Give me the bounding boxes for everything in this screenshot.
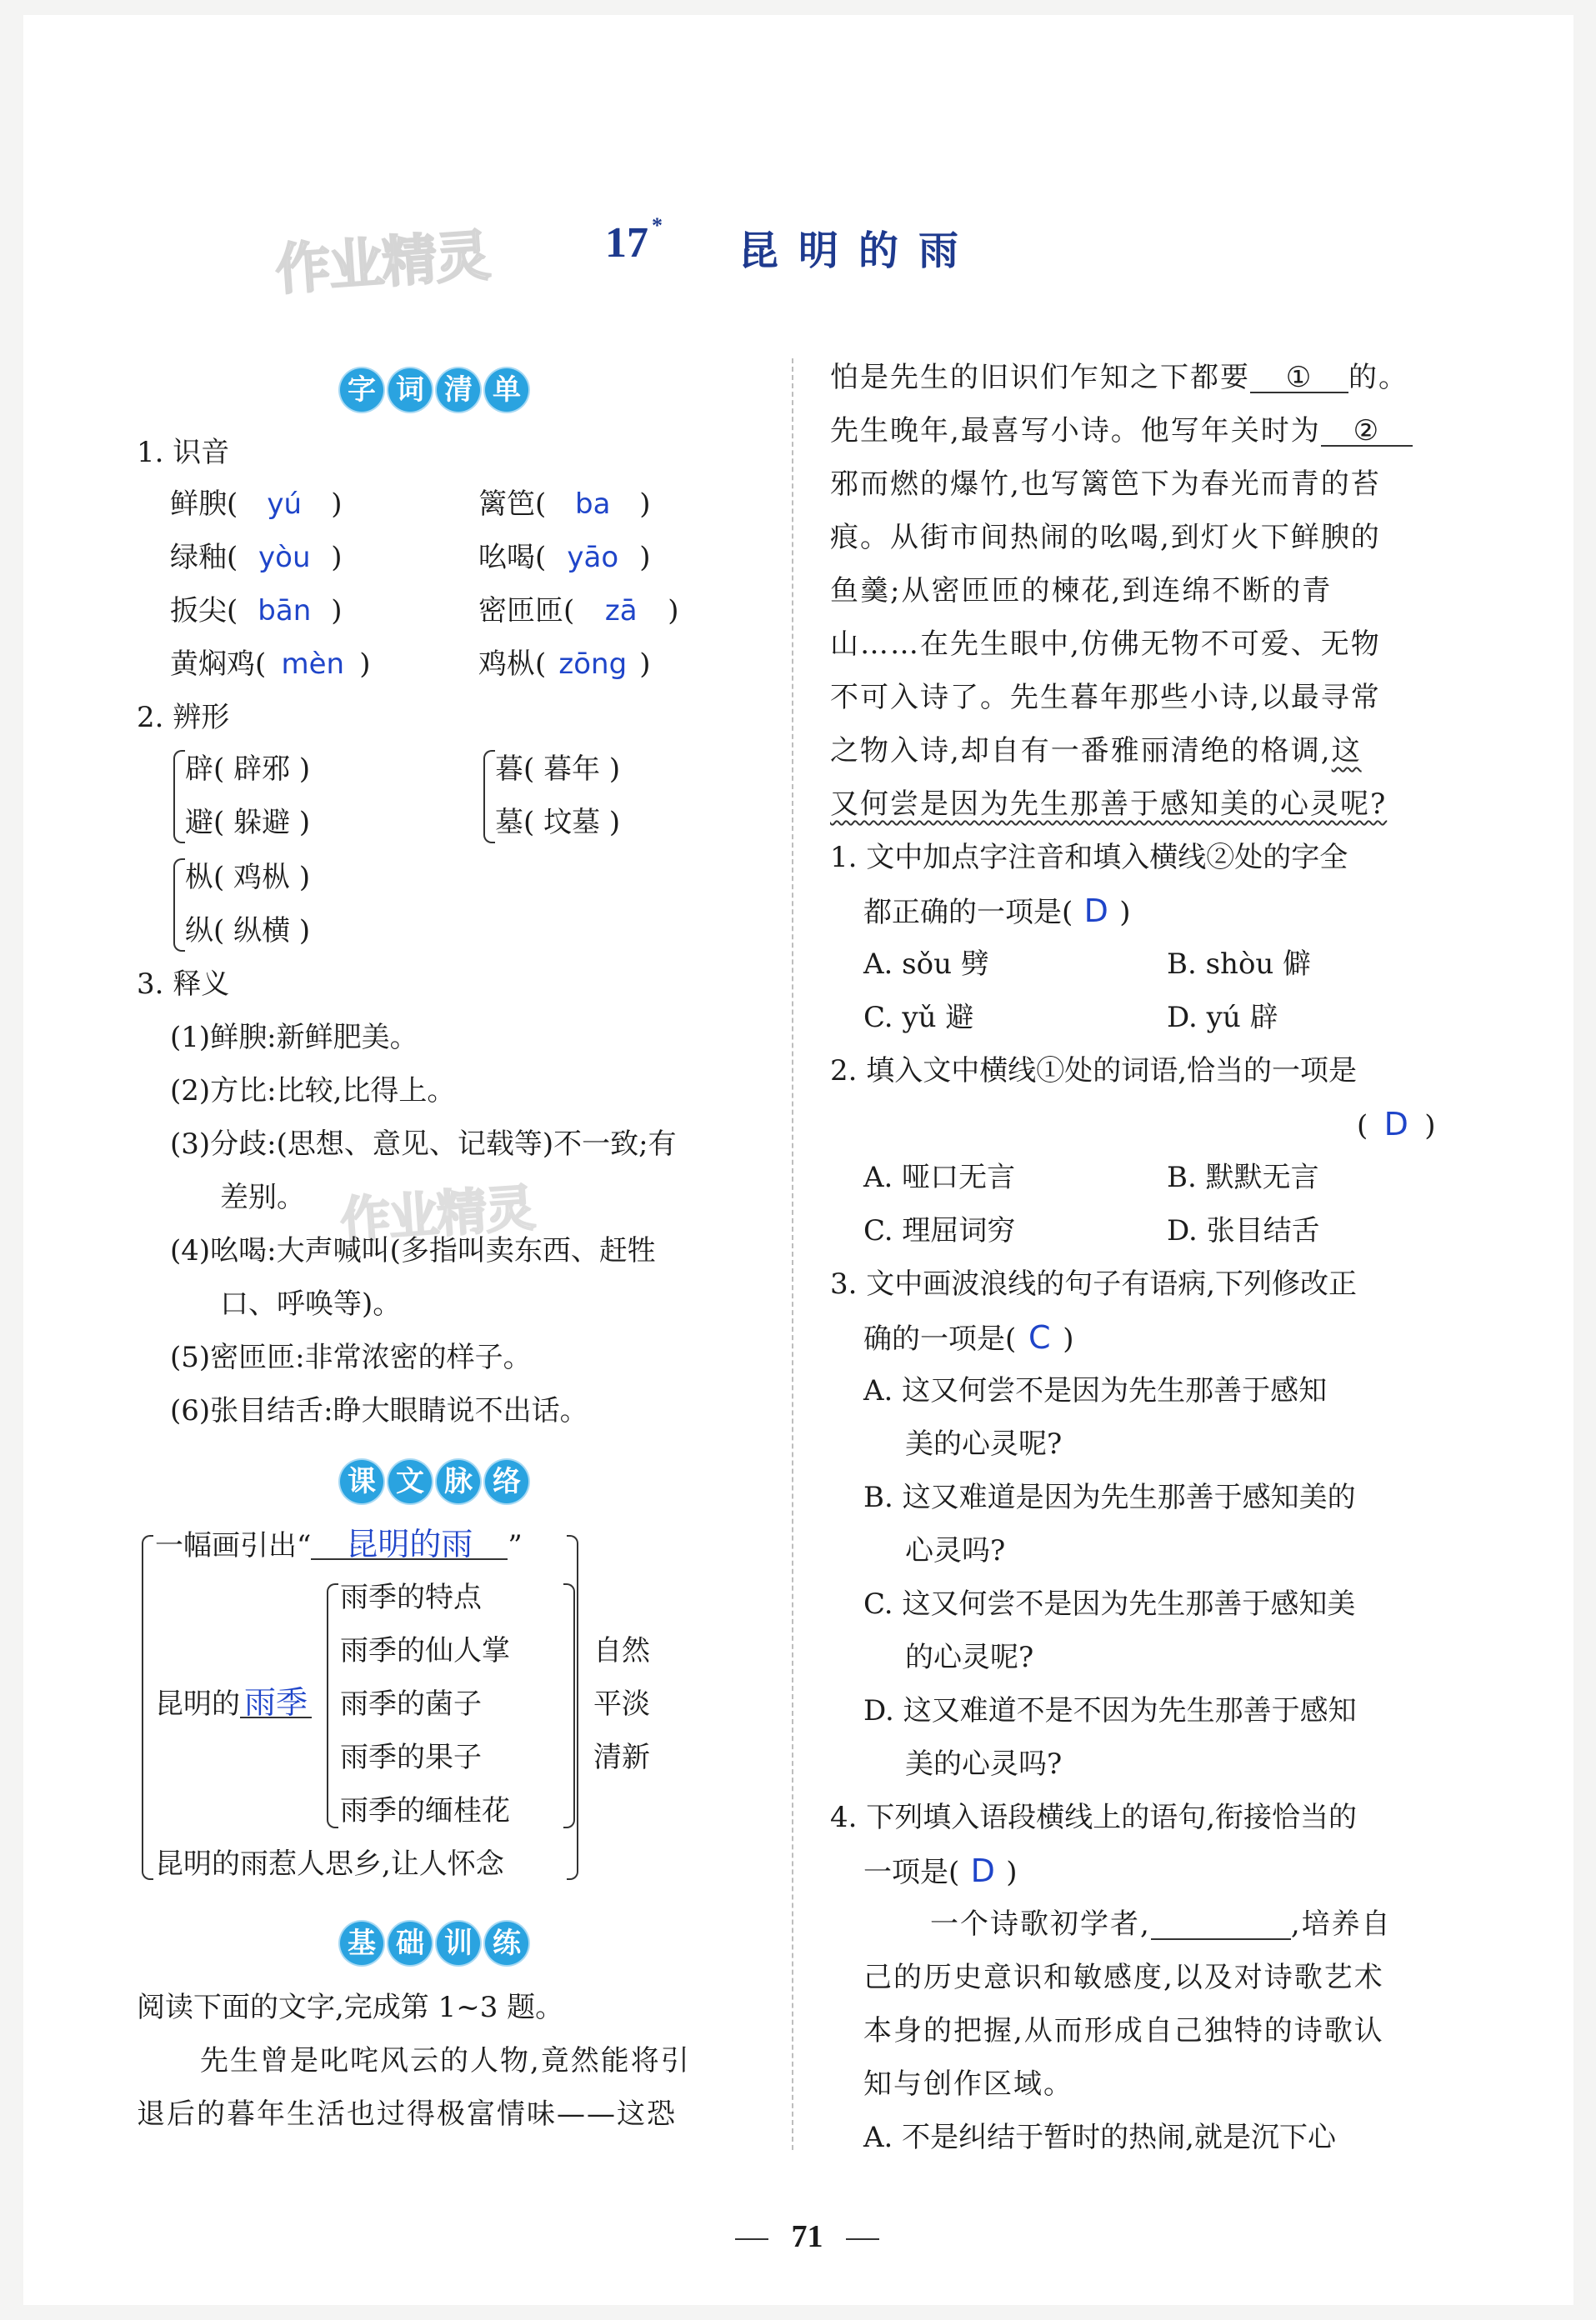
option: D. yú 辟 xyxy=(1167,1001,1278,1034)
section-badge-vocabulary xyxy=(340,368,528,412)
outline-item: 雨季的果子 xyxy=(340,1741,482,1774)
outline-mid-line: 昆明的 雨季 xyxy=(155,1688,312,1718)
option: B. 默默无言 xyxy=(1167,1161,1319,1194)
q1-heading: 1. 识音 xyxy=(137,436,230,469)
q2-answer-bracket: ( D ) xyxy=(1357,1106,1436,1142)
q4-stem: 4. 下列填入语段横线上的语句,衔接恰当的 xyxy=(830,1801,1358,1834)
answer-mark: D xyxy=(970,1852,995,1889)
lesson-number: 17 * xyxy=(605,213,663,267)
q1-stem: 1. 文中加点字注音和填入横线②处的字全 xyxy=(830,841,1348,874)
definition-line: (2)方比:比较,比得上。 xyxy=(170,1074,456,1108)
option: A. sǒu 劈 xyxy=(863,948,989,981)
column-divider xyxy=(792,358,793,2150)
badge-char: 训 xyxy=(437,1922,480,1965)
definition-line: 口、呼唤等)。 xyxy=(220,1288,402,1321)
answer-mark: D xyxy=(1383,1106,1408,1142)
passage-line: 鱼羹;从密匝匝的楝花,到连绵不断的青 xyxy=(830,574,1333,608)
option: C. 这又何尝不是因为先生那善于感知美 xyxy=(863,1588,1356,1621)
reading-instruction: 阅读下面的文字,完成第 1~3 题。 xyxy=(137,1991,564,2024)
pinyin-item: 黄焖鸡( mèn ) xyxy=(170,648,371,681)
passage-line: 怕是先生的旧识们乍知之下都要 ① 的。 xyxy=(830,361,1408,394)
option: C. yǔ 避 xyxy=(863,1001,974,1034)
option-cont: 美的心灵吗? xyxy=(905,1748,1063,1781)
pinyin-item: 密匝匝( zā ) xyxy=(478,594,679,628)
outline-item: 雨季的仙人掌 xyxy=(340,1634,510,1668)
option: B. 这又难道是因为先生那善于感知美的 xyxy=(863,1481,1356,1514)
definition-line: (1)鲜腴:新鲜肥美。 xyxy=(170,1021,418,1054)
blank-1: ① xyxy=(1250,363,1348,393)
passage-line-wavy: 又何尝是因为先生那善于感知美的心灵呢? xyxy=(830,788,1388,821)
option: D. 这又难道不是不因为先生那善于感知 xyxy=(863,1694,1357,1728)
badge-char: 络 xyxy=(485,1460,528,1503)
pinyin-item: 绿釉( yòu ) xyxy=(170,541,343,574)
definition-line: (6)张目结舌:睁大眼睛说不出话。 xyxy=(170,1394,588,1428)
passage-line: 不可入诗了。先生暮年那些小诗,以最寻常 xyxy=(830,681,1381,714)
option: C. 理屈词穷 xyxy=(863,1214,1016,1248)
pinyin-item: 篱笆( ba ) xyxy=(478,488,651,521)
q4-text-line: 一个诗歌初学者, ,培养自 xyxy=(930,1908,1392,1941)
badge-char: 练 xyxy=(485,1922,528,1965)
answer-mark: D xyxy=(1083,892,1108,929)
definition-line: 差别。 xyxy=(220,1181,305,1214)
answer-mark: C xyxy=(1028,1319,1051,1356)
outline-top-line: 一幅画引出“ 昆明的雨 ” xyxy=(155,1526,523,1562)
char-pair: 纵( 纵横 ) xyxy=(185,914,311,948)
badge-char: 基 xyxy=(340,1922,383,1965)
section-badge-outline xyxy=(340,1460,528,1503)
char-pair: 辟( 辟邪 ) xyxy=(185,752,311,786)
q4-stem: 一项是( D ) xyxy=(863,1852,1018,1889)
blank xyxy=(1151,1910,1291,1940)
page-number: 71 xyxy=(735,2218,879,2255)
watermark-logo: 作业精灵 xyxy=(273,223,491,302)
definition-line: (3)分歧:(思想、意见、记载等)不一致;有 xyxy=(170,1128,677,1161)
blank-2: ② xyxy=(1321,417,1413,447)
char-pair: 墓( 坟墓 ) xyxy=(495,806,621,839)
badge-char: 文 xyxy=(388,1460,432,1503)
outline-inner-brace xyxy=(327,1583,338,1828)
badge-char: 脉 xyxy=(437,1460,480,1503)
outline-quality: 自然 xyxy=(593,1634,650,1668)
outline-item-brace xyxy=(563,1583,575,1828)
definition-line: (4)吆喝:大声喊叫(多指叫卖东西、赶牲 xyxy=(170,1234,656,1268)
passage-line: 退后的暮年生活也过得极富情味——这恐 xyxy=(137,2098,677,2131)
brace xyxy=(483,750,495,843)
q2-stem: 2. 填入文中横线①处的词语,恰当的一项是 xyxy=(830,1054,1358,1088)
option: A. 哑口无言 xyxy=(863,1161,1016,1194)
definition-line: (5)密匝匝:非常浓密的样子。 xyxy=(170,1341,532,1374)
option-cont: 心灵吗? xyxy=(905,1534,1006,1568)
watermark-logo: 作业精灵 xyxy=(338,1178,536,1251)
outline-big-brace xyxy=(142,1535,153,1880)
brace xyxy=(173,750,185,843)
q4-text-line: 本身的把握,从而形成自己独特的诗歌认 xyxy=(863,2014,1384,2048)
pinyin-item: 扳尖( bān ) xyxy=(170,594,343,628)
outline-bottom-line: 昆明的雨惹人思乡,让人怀念 xyxy=(155,1848,504,1881)
option: D. 张目结舌 xyxy=(1167,1214,1320,1248)
option-cont: 的心灵呢? xyxy=(905,1641,1034,1674)
pinyin-item: 吆喝( yāo ) xyxy=(478,541,651,574)
outline-quality: 平淡 xyxy=(593,1688,650,1721)
lesson-title: 昆明的雨 xyxy=(738,228,979,274)
outline-item: 雨季的缅桂花 xyxy=(340,1794,510,1828)
badge-char: 词 xyxy=(388,368,432,412)
answer-blank: 昆明的雨 xyxy=(311,1530,508,1560)
passage-line: 先生晚年,最喜写小诗。他写年关时为 ② xyxy=(830,417,1413,447)
char-pair: 避( 躲避 ) xyxy=(185,806,311,839)
q3-heading: 3. 释义 xyxy=(137,968,230,1001)
outline-item: 雨季的特点 xyxy=(340,1581,482,1614)
q3-stem: 确的一项是( C ) xyxy=(863,1319,1074,1356)
char-pair: 暮( 暮年 ) xyxy=(495,752,621,786)
option: A. 不是纠结于暂时的热闹,就是沉下心 xyxy=(863,2121,1336,2154)
badge-char: 课 xyxy=(340,1460,383,1503)
badge-char: 础 xyxy=(388,1922,432,1965)
badge-char: 清 xyxy=(437,368,480,412)
q4-text-line: 知与创作区域。 xyxy=(863,2068,1073,2101)
brace xyxy=(173,858,185,952)
option: B. shòu 僻 xyxy=(1167,948,1312,981)
badge-char: 单 xyxy=(485,368,528,412)
outline-item: 雨季的菌子 xyxy=(340,1688,482,1721)
passage-line: 先生曾是叱咤风云的人物,竟然能将引 xyxy=(200,2044,691,2078)
q1-stem: 都正确的一项是( D ) xyxy=(863,892,1131,929)
char-pair: 枞( 鸡枞 ) xyxy=(185,861,311,894)
pinyin-item: 鸡枞( zōng ) xyxy=(478,648,651,681)
outline-quality: 清新 xyxy=(593,1741,650,1774)
pinyin-item: 鲜腴( yú ) xyxy=(170,488,343,521)
dash-left xyxy=(735,2238,768,2240)
q4-text-line: 己的历史意识和敏感度,以及对诗歌艺术 xyxy=(863,1961,1384,1994)
passage-line: 山……在先生眼中,仿佛无物不可爱、无物 xyxy=(830,628,1381,661)
option-cont: 美的心灵呢? xyxy=(905,1428,1063,1461)
dash-right xyxy=(846,2238,879,2240)
passage-line: 痕。从街市间热闹的吆喝,到灯火下鲜腴的 xyxy=(830,521,1381,554)
answer-blank: 雨季 xyxy=(240,1688,312,1718)
section-badge-practice xyxy=(340,1922,528,1965)
passage-line: 之物入诗,却自有一番雅丽清绝的格调,这 xyxy=(830,734,1362,768)
q2-heading: 2. 辨形 xyxy=(137,701,230,734)
q3-stem: 3. 文中画波浪线的句子有语病,下列修改正 xyxy=(830,1268,1358,1301)
badge-char: 字 xyxy=(340,368,383,412)
passage-line: 邪而燃的爆竹,也写篱笆下为春光而青的苔 xyxy=(830,468,1381,501)
option: A. 这又何尝不是因为先生那善于感知 xyxy=(863,1374,1328,1408)
